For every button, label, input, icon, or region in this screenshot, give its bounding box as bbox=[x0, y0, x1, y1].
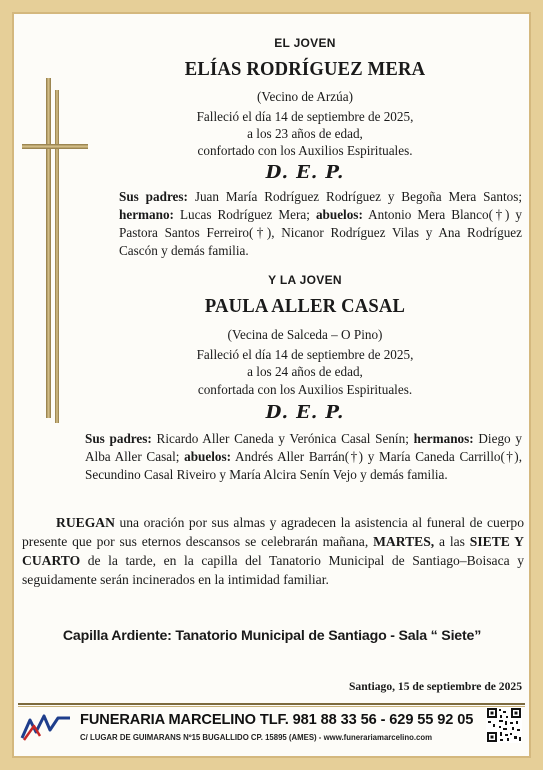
second-siblings-label: hermanos: bbox=[413, 431, 474, 446]
announcement-paragraph bbox=[22, 513, 524, 589]
first-death-line2: a los 23 años de edad, bbox=[247, 126, 363, 141]
second-heading: Y LA JOVEN bbox=[268, 273, 342, 287]
first-dep: D. E. P. bbox=[265, 162, 345, 183]
announcement-text1: una oración por sus almas y agradecen la asistencia al funeral de cuerpo presente que por sus eternos descansos se celebrarán mañana, bbox=[22, 515, 524, 549]
second-grandparents: Andrés Aller Barrán(†) y María Caneda Carrillo(†), Secundino Casal Riveiro y María Alcira Senín Vejo y demás familia. bbox=[85, 449, 522, 482]
footer-divider bbox=[18, 703, 525, 705]
first-origin: (Vecino de Arzúa) bbox=[257, 89, 353, 104]
second-parents: Ricardo Aller Caneda y Verónica Casal Senín; bbox=[151, 431, 414, 446]
funeral-home-address: C/ LUGAR DE GUIMARANS Nº15 BUGALLIDO CP. 15895 (AMES) - www.funerariamarcelino.com bbox=[80, 733, 433, 742]
first-name: ELÍAS RODRÍGUEZ MERA bbox=[184, 58, 426, 80]
announcement-text3: de la tarde, en la capilla del Tanatorio Municipal de Santiago–Boisaca y seguidamente serán incinerados en la intimidad familiar. bbox=[22, 553, 524, 587]
second-dep: D. E. P. bbox=[265, 402, 345, 423]
second-grandparents-label: abuelos: bbox=[184, 449, 232, 464]
second-death-line1: Falleció el día 14 de septiembre de 2025, bbox=[196, 347, 414, 362]
second-siblings: Diego y Alba Aller Casal; bbox=[85, 431, 522, 464]
qr-code-icon[interactable] bbox=[486, 707, 522, 743]
first-brother-label: hermano: bbox=[119, 207, 174, 222]
first-parents: Juan María Rodríguez Rodríguez y Begoña Mera Santos; bbox=[187, 189, 522, 204]
first-brother: Lucas Rodríguez Mera; bbox=[173, 207, 316, 222]
first-heading: EL JOVEN bbox=[274, 36, 336, 50]
second-death-line3: confortada con los Auxilios Espirituales. bbox=[197, 382, 413, 397]
first-death-line1: Falleció el día 14 de septiembre de 2025, bbox=[196, 109, 414, 124]
first-death-line3: confortado con los Auxilios Espirituales. bbox=[197, 143, 413, 158]
announcement-time: SIETE Y CUARTO bbox=[22, 534, 524, 568]
second-parents-label: Sus padres: bbox=[85, 431, 152, 446]
marcelino-logo-icon bbox=[20, 712, 74, 742]
first-grandparents-label: abuelos: bbox=[315, 207, 363, 222]
cross-icon bbox=[22, 78, 92, 423]
first-grandparents: Antonio Mera Blanco(†) y Pastora Santos Ferreiro(†), Nicanor Rodríguez Vilas y Ana Rodríguez Cascón y demás familia. bbox=[119, 207, 522, 258]
first-family-paragraph bbox=[119, 188, 522, 260]
second-family-paragraph bbox=[85, 430, 522, 484]
announcement-text2: a las bbox=[434, 534, 470, 549]
footer-divider-thin bbox=[18, 706, 525, 707]
announcement-day: MARTES, bbox=[373, 534, 435, 549]
announcement-ruegan: RUEGAN bbox=[56, 515, 115, 530]
second-origin: (Vecina de Salceda – O Pino) bbox=[227, 327, 383, 342]
second-name: PAULA ALLER CASAL bbox=[204, 295, 406, 317]
first-parents-label: Sus padres: bbox=[119, 189, 188, 204]
second-death-line2: a los 24 años de edad, bbox=[247, 364, 363, 379]
date-place: Santiago, 15 de septiembre de 2025 bbox=[348, 680, 522, 693]
capilla-ardiente: Capilla Ardiente: Tanatorio Municipal de Santiago - Sala “ Siete” bbox=[62, 628, 482, 644]
funeral-home-name: FUNERARIA MARCELINO TLF. 981 88 33 56 - 629 55 92 05 bbox=[80, 712, 474, 728]
